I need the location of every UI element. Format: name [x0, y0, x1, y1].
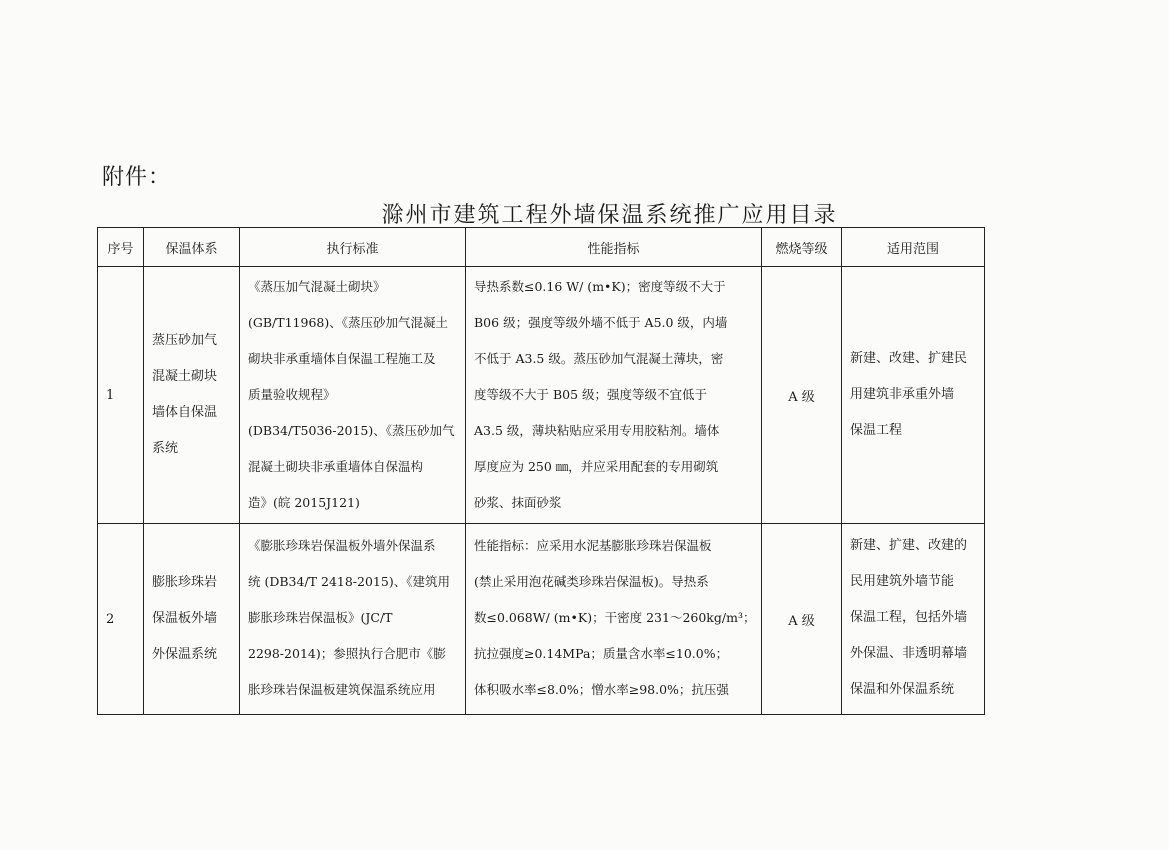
row-no: 2	[98, 524, 144, 715]
scope-line: 保温工程，包括外墙	[850, 610, 968, 625]
header-system: 保温体系	[144, 228, 240, 267]
performance-line: 砂浆、抹面砂浆	[474, 495, 562, 510]
performance-line: 性能指标：应采用水泥基膨胀珍珠岩保温板	[474, 538, 712, 553]
scope-line: 保温工程	[850, 423, 903, 438]
system-line: 外保温系统	[152, 647, 218, 662]
scope-line: 新建、改建、扩建民	[850, 351, 968, 366]
system-line: 系统	[152, 441, 179, 456]
standard-line: 统 (DB34/T 2418-2015)、《建筑用	[248, 574, 450, 589]
standard-line: 《蒸压加气混凝土砌块》	[248, 279, 386, 294]
table-row	[98, 267, 985, 524]
performance-line: 不低于 A3.5 级。蒸压砂加气混凝土薄块，密	[474, 351, 724, 366]
document-title: 滁州市建筑工程外墙保温系统推广应用目录	[381, 203, 838, 228]
row-fire-grade: A 级	[762, 524, 842, 715]
system-line: 混凝土砌块	[152, 369, 218, 384]
standard-line: (DB34/T5036-2015)、《蒸压砂加气	[248, 423, 455, 438]
system-line: 保温板外墙	[152, 611, 218, 626]
row-scope	[842, 524, 985, 715]
catalog-table	[97, 227, 985, 715]
standard-line: 混凝土砌块非承重墙体自保温构	[248, 459, 424, 474]
row-no: 1	[98, 267, 144, 524]
performance-line: 厚度应为 250 ㎜，并应采用配套的专用砌筑	[474, 459, 719, 474]
scope-line: 民用建筑外墙节能	[850, 574, 955, 589]
standard-line: 2298-2014)；参照执行合肥市《膨	[248, 646, 446, 661]
row-standard	[240, 524, 466, 715]
standard-line: 《膨胀珍珠岩保温板外墙外保温系	[248, 538, 436, 553]
standard-line: 造》(皖 2015J121)	[248, 495, 360, 510]
performance-line: 度等级不大于 B05 级；强度等级不宜低于	[474, 387, 708, 402]
scope-line: 外保温、非透明幕墙	[850, 646, 968, 661]
system-line: 蒸压砂加气	[152, 333, 218, 348]
row-performance	[466, 524, 762, 715]
header-no: 序号	[98, 228, 144, 267]
table-row	[98, 524, 985, 715]
header-standard: 执行标准	[240, 228, 466, 267]
row-fire-grade: A 级	[762, 267, 842, 524]
standard-line: 膨胀珍珠岩保温板》(JC/T	[248, 610, 393, 625]
scope-line: 保温和外保温系统	[850, 682, 955, 697]
header-fire-grade: 燃烧等级	[762, 228, 842, 267]
scope-line: 新建、扩建、改建的	[850, 538, 968, 553]
performance-line: B06 级；强度等级外墙不低于 A5.0 级，内墙	[474, 315, 728, 330]
header-performance: 性能指标	[466, 228, 762, 267]
standard-line: 胀珍珠岩保温板建筑保温系统应用	[248, 682, 436, 697]
row-scope	[842, 267, 985, 524]
performance-line: A3.5 级，薄块粘贴应采用专用胶粘剂。墙体	[474, 423, 720, 438]
performance-line: 抗拉强度≥0.14MPa；质量含水率≤10.0%；	[474, 646, 729, 661]
row-standard	[240, 267, 466, 524]
row-system	[144, 524, 240, 715]
row-system	[144, 267, 240, 524]
system-line: 膨胀珍珠岩	[152, 575, 218, 590]
standard-line: (GB/T11968)、《蒸压砂加气混凝土	[248, 315, 448, 330]
performance-line: 导热系数≤0.16 W/ (m•K)；密度等级不大于	[474, 279, 726, 294]
row-performance	[466, 267, 762, 524]
header-scope: 适用范围	[842, 228, 985, 267]
performance-line: 体积吸水率≤8.0%；憎水率≥98.0%；抗压强	[474, 682, 729, 697]
table-header-row	[98, 228, 985, 267]
scope-line: 用建筑非承重外墙	[850, 387, 955, 402]
attachment-label: 附件：	[102, 165, 172, 190]
performance-line: 数≤0.068W/ (m•K)；干密度 231～260kg/m³；	[474, 610, 756, 625]
standard-line: 质量验收规程》	[248, 387, 336, 402]
system-line: 墙体自保温	[152, 405, 218, 420]
standard-line: 砌块非承重墙体自保温工程施工及	[248, 351, 436, 366]
performance-line: (禁止采用泡花碱类珍珠岩保温板)。导热系	[474, 574, 709, 589]
